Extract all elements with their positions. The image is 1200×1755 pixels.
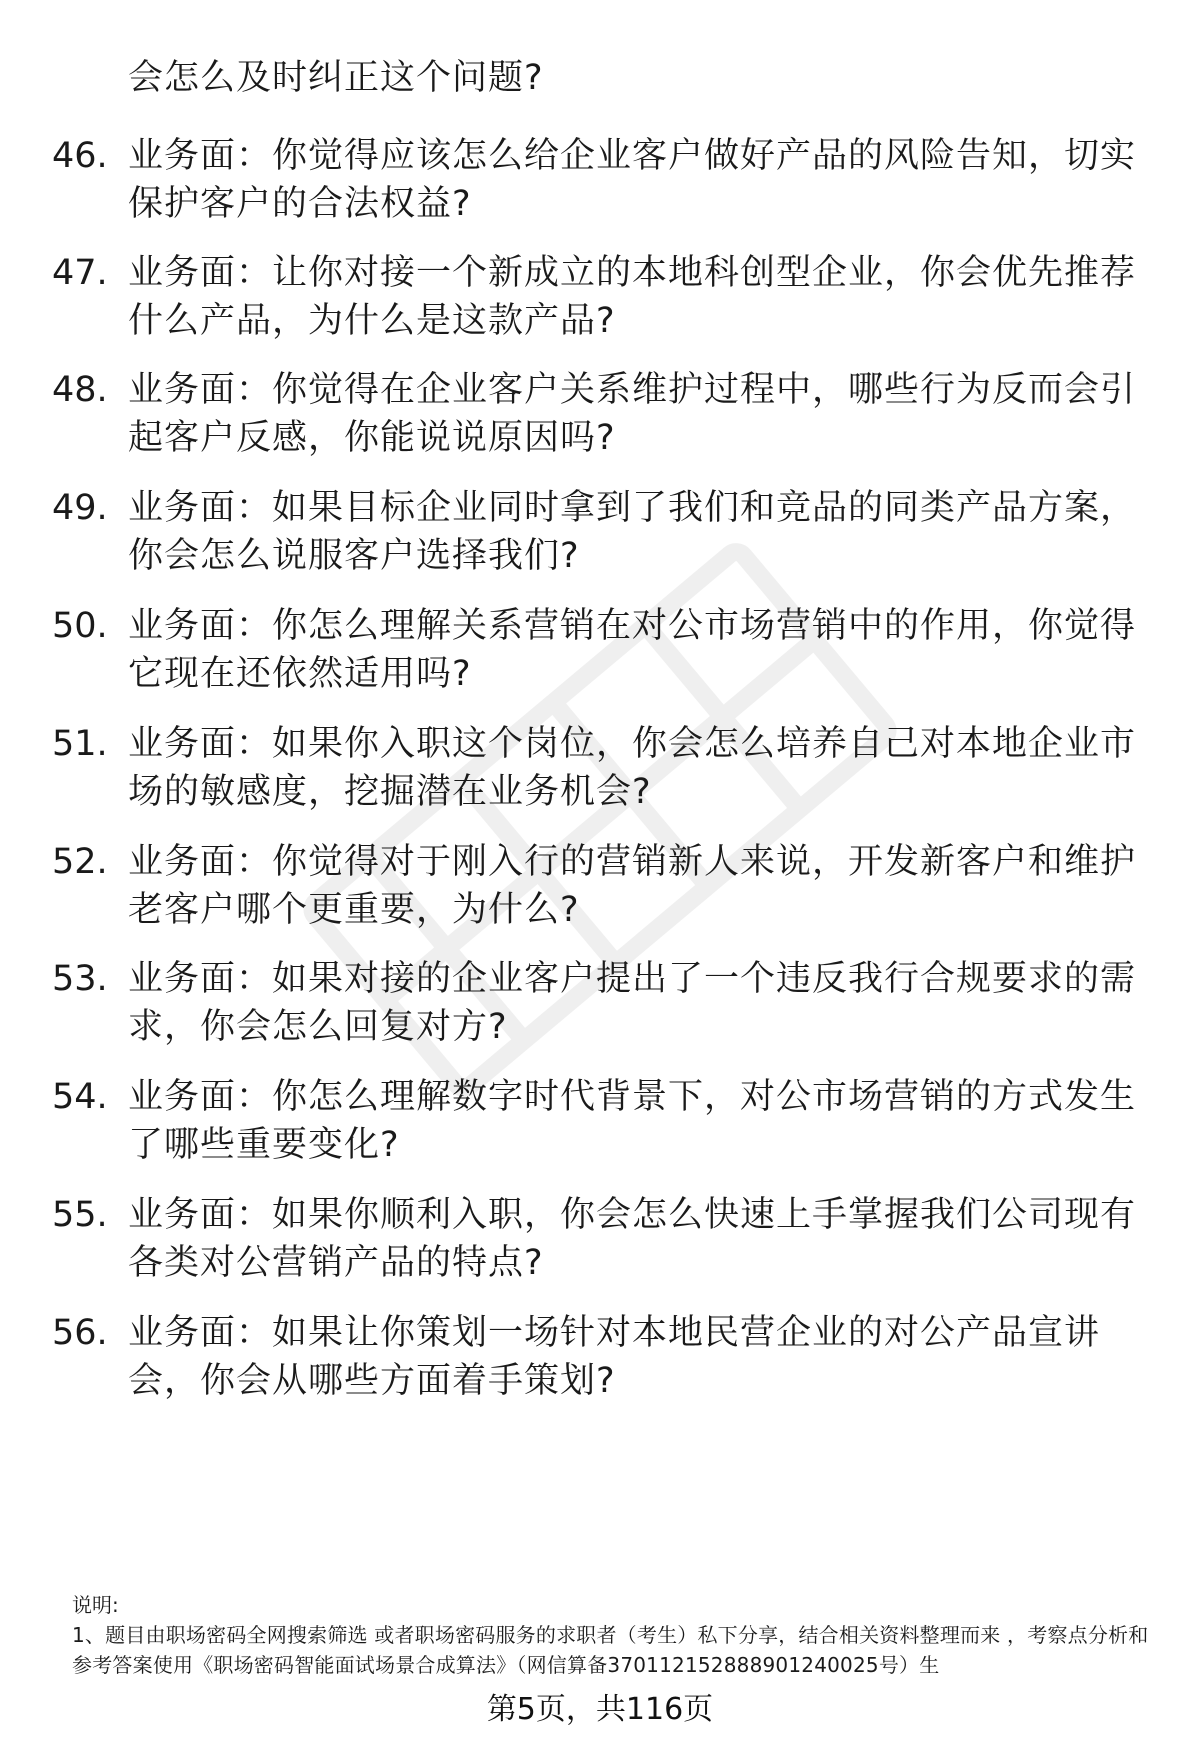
list-item — [0, 484, 1200, 594]
question-text-line1: 业务面：你怎么理解关系营销在对公市场营销中的作用，你觉得 — [128, 606, 1137, 646]
list-item — [0, 1309, 1200, 1419]
question-text-line2: 保护客户的合法权益? — [128, 184, 472, 224]
question-text-line1: 业务面：如果你入职这个岗位，你会怎么培养自己对本地企业市 — [128, 724, 1137, 764]
list-item — [0, 1073, 1200, 1183]
question-text-line1: 业务面：如果让你策划一场针对本地民营企业的对公产品宣讲 — [128, 1313, 1101, 1353]
question-number: 56. — [52, 1313, 108, 1353]
continuation-line: 会怎么及时纠正这个问题? — [128, 58, 544, 98]
list-item — [0, 838, 1200, 948]
question-number: 54. — [52, 1077, 108, 1117]
question-text-line1: 业务面：如果你顺利入职，你会怎么快速上手掌握我们公司现有 — [128, 1195, 1137, 1235]
notes-title: 说明: — [72, 1593, 119, 1617]
page-footer: 第5页，共116页 — [486, 1692, 714, 1727]
question-number: 51. — [52, 724, 108, 764]
question-number: 52. — [52, 842, 108, 882]
question-text-line1: 业务面：如果对接的企业客户提出了一个违反我行合规要求的需 — [128, 959, 1137, 999]
question-text-line1: 业务面：你觉得应该怎么给企业客户做好产品的风险告知，切实 — [128, 136, 1137, 176]
question-text-line2: 起客户反感，你能说说原因吗? — [128, 418, 616, 458]
list-item — [0, 366, 1200, 476]
notes-body: 1、题目由职场密码全网搜索筛选 或者职场密码服务的求职者（考生）私下分享，结合相关资料整理而来 ，考察点分析和参考答案使用《职场密码智能面试场景合成算法》（网信算备370112152888901240025号）生 — [72, 1623, 1149, 1677]
question-text-line2: 了哪些重要变化? — [128, 1125, 400, 1165]
question-text-line1: 业务面：你觉得对于刚入行的营销新人来说，开发新客户和维护 — [128, 842, 1137, 882]
list-item — [0, 1191, 1200, 1301]
question-text-line1: 业务面：让你对接一个新成立的本地科创型企业，你会优先推荐 — [128, 253, 1137, 293]
question-text-line2: 老客户哪个更重要，为什么? — [128, 890, 580, 930]
question-number: 53. — [52, 959, 108, 999]
question-number: 50. — [52, 606, 108, 646]
list-item — [0, 955, 1200, 1065]
list-item — [0, 720, 1200, 830]
list-item — [0, 132, 1200, 242]
question-text-line2: 会，你会从哪些方面着手策划? — [128, 1361, 616, 1401]
question-text-line2: 场的敏感度，挖掘潜在业务机会? — [128, 772, 652, 812]
question-text-line2: 什么产品，为什么是这款产品? — [128, 301, 616, 341]
question-text-line2: 它现在还依然适用吗? — [128, 654, 472, 694]
question-number: 46. — [52, 136, 108, 176]
question-text-line2: 求，你会怎么回复对方? — [128, 1007, 508, 1047]
list-item — [0, 602, 1200, 712]
question-text-line1: 业务面：你怎么理解数字时代背景下，对公市场营销的方式发生 — [128, 1077, 1137, 1117]
question-text-line2: 各类对公营销产品的特点? — [128, 1243, 544, 1283]
question-text-line2: 你会怎么说服客户选择我们? — [128, 536, 580, 576]
list-item — [0, 249, 1200, 359]
question-number: 47. — [52, 253, 108, 293]
question-number: 49. — [52, 488, 108, 528]
notes-section — [72, 1590, 1152, 1680]
question-number: 55. — [52, 1195, 108, 1235]
question-text-line1: 业务面：你觉得在企业客户关系维护过程中，哪些行为反而会引 — [128, 370, 1137, 410]
question-text-line1: 业务面：如果目标企业同时拿到了我们和竞品的同类产品方案， — [128, 488, 1137, 528]
question-number: 48. — [52, 370, 108, 410]
